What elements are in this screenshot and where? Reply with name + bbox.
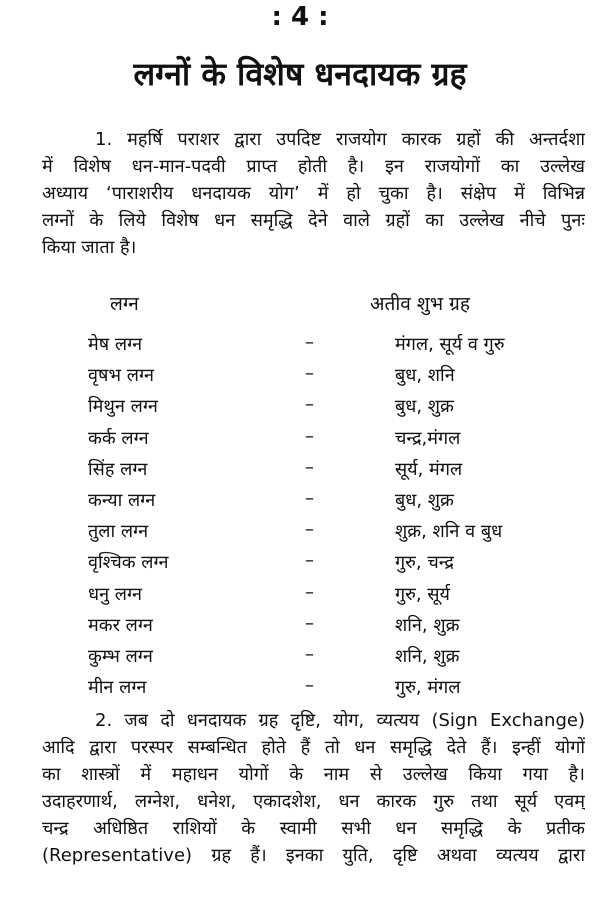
- table-row: [0, 363, 600, 394]
- paragraph-line: उदाहरणार्थ, लग्नेश, धनेश, एकादशेश, धन कारक गुरु तथा सूर्य एवम्: [42, 791, 585, 812]
- paragraph-line: का शास्त्रों में महाधन योगों के नाम से उल्लेख किया गया है।: [42, 764, 585, 785]
- table-row: [0, 426, 600, 457]
- separator-dash: –: [305, 644, 314, 665]
- lagna-cell: मीन लग्न: [88, 677, 147, 699]
- table-row: [0, 519, 600, 550]
- planets-cell: मंगल, सूर्य व गुरु: [395, 334, 505, 355]
- table-header-planets: अतीव शुभ ग्रह: [370, 293, 470, 315]
- separator-dash: –: [305, 675, 314, 697]
- lagna-cell: धनु लग्न: [88, 583, 143, 605]
- planets-cell: शुक्र, शनि व बुध: [395, 521, 503, 543]
- table-row: [0, 644, 600, 675]
- lagna-cell: सिंह लग्न: [88, 458, 148, 480]
- lagna-cell: कुम्भ लग्न: [88, 646, 153, 667]
- planets-cell: शनि, शुक्र: [395, 646, 460, 667]
- separator-dash: –: [305, 425, 314, 447]
- table-row: [0, 457, 600, 488]
- planets-cell: बुध, शुक्र: [395, 490, 454, 511]
- paragraph-line: आदि द्वारा परस्पर सम्बन्धित होते हैं तो धन समृद्धि देते हैं। इन्हीं योगों: [42, 737, 585, 758]
- paragraph-line: में विशेष धन-मान-पदवी प्राप्त होती है। इन राजयोगों का उल्लेख: [42, 156, 585, 177]
- paragraph-line: 1. महर्षि पराशर द्वारा उपदिष्ट राजयोग कारक ग्रहों की अन्तर्दशा: [95, 129, 585, 150]
- separator-dash: –: [305, 550, 314, 572]
- planets-cell: गुरु, चन्द्र: [395, 552, 454, 574]
- paragraph-line: किया जाता है।: [42, 237, 137, 258]
- separator-dash: –: [305, 488, 314, 509]
- table-row: [0, 550, 600, 581]
- lagna-cell: कर्क लग्न: [88, 427, 149, 449]
- table-row: [0, 613, 600, 644]
- planets-cell: चन्द्र,मंगल: [395, 427, 461, 449]
- separator-dash: –: [305, 363, 314, 385]
- planets-cell: गुरु, मंगल: [395, 677, 461, 699]
- lagna-cell: मिथुन लग्न: [88, 396, 158, 418]
- paragraph-line: (Representative) ग्रह हैं। इनका युति, दृष्टि अथवा व्यत्यय द्वारा: [42, 845, 585, 866]
- planets-cell: शनि, शुक्र: [395, 614, 460, 636]
- table-row: [0, 675, 600, 706]
- table-row: [0, 394, 600, 425]
- separator-dash: –: [305, 332, 314, 353]
- paragraph-2: [42, 707, 585, 869]
- table-row: [0, 488, 600, 519]
- lagna-cell: कन्या लग्न: [88, 490, 156, 511]
- table-row: [0, 582, 600, 613]
- separator-dash: –: [305, 612, 314, 634]
- paragraph-line: अध्याय ‘पाराशरीय धनदायक योग’ में हो चुका है। संक्षेप में विभिन्न: [42, 183, 585, 204]
- lagna-cell: मकर लग्न: [88, 614, 153, 636]
- planets-cell: बुध, शनि: [395, 365, 455, 387]
- planets-cell: बुध, शुक्र: [395, 396, 454, 418]
- lagna-cell: वृषभ लग्न: [88, 365, 155, 387]
- separator-dash: –: [305, 519, 314, 541]
- paragraph-1: [42, 126, 585, 261]
- lagna-cell: मेष लग्न: [88, 334, 143, 355]
- table-header-lagna: लग्न: [110, 293, 139, 315]
- separator-dash: –: [305, 456, 314, 478]
- paragraph-line: चन्द्र अधिष्ठित राशियों के स्वामी सभी धन समृद्धि के प्रतीक: [42, 818, 585, 839]
- planets-cell: सूर्य, मंगल: [395, 458, 463, 480]
- separator-dash: –: [305, 581, 314, 603]
- planets-cell: गुरु, सूर्य: [395, 583, 450, 605]
- table-row: [0, 332, 600, 363]
- paragraph-line: लग्नों के लिये विशेष धन समृद्धि देने वाले ग्रहों का उल्लेख नीचे पुनः: [42, 210, 585, 231]
- lagna-cell: वृश्चिक लग्न: [88, 552, 169, 574]
- separator-dash: –: [305, 394, 314, 416]
- lagna-cell: तुला लग्न: [88, 521, 149, 543]
- chapter-number: : 4 :: [271, 2, 329, 32]
- chapter-title: लग्नों के विशेष धनदायक ग्रह: [133, 55, 467, 93]
- paragraph-line: 2. जब दो धनदायक ग्रह दृष्टि, योग, व्यत्यय (Sign Exchange): [95, 710, 585, 731]
